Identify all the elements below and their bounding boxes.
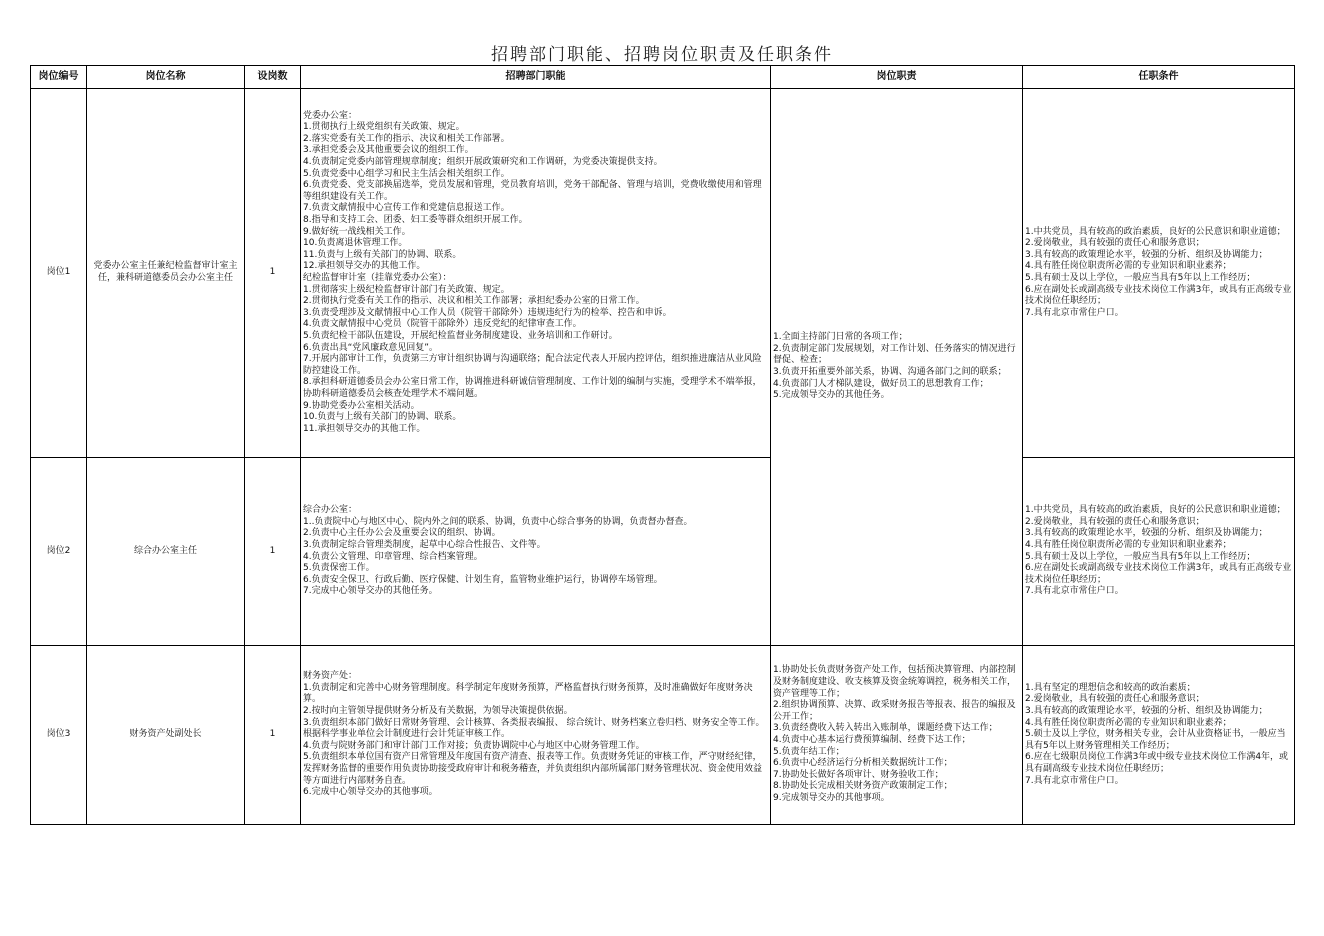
header-duties: 岗位职责: [771, 66, 1023, 89]
cell-duties: 1.协助处长负责财务资产处工作，包括预决算管理、内部控制及财务制度建设、收支核算及资金统筹调控，税务相关工作，资产管理等工作； 2.组织协调预算、决算、政采财务报告等报表、报告的编报及公开工作； 3.负责经费收入转入转出入账制单，课题经费下达工作； 4.负责中心基本运行费预算编制、经费下达工作； 5.负责年结工作； 6.负责中心经济运行分析相关数据统计工作； 7.协助处长做好各项审计、财务验收工作； 8.协助处长完成相关财务资产政策制定工作； 9.完成领导交办的其他事项。: [771, 646, 1023, 825]
cell-position-id: 岗位3: [31, 646, 87, 825]
cell-duties-shared: 1.全面主持部门日常的各项工作； 2.负责制定部门发展规划，对工作计划、任务落实的情况进行督促、检查； 3.负责开拓重要外部关系，协调、沟通各部门之间的联系； 4.负责部门人才梯队建设，做好员工的思想教育工作； 5.完成领导交办的其他任务。: [771, 89, 1023, 646]
cell-position-count: 1: [245, 646, 301, 825]
cell-dept-function: 党委办公室： 1.贯彻执行上级党组织有关政策、规定。 2.落实党委有关工作的指示、决议和相关工作部署。 3.承担党委会及其他重要会议的组织工作。 4.负责制定党委内部管理规章制度；组织开展政策研究和工作调研，为党委决策提供支持。 5.负责党委中心组学习和民主生活会相关组织工作。 6.负责党委、党支部换届选举，党员发展和管理，党员教育培训，党务干部配备、管理与培训，党费收缴使用和管理等组织建设有关工作。 7.负责文献情报中心宣传工作和党建信息报送工作。 8.指导和支持工会、团委、妇工委等群众组织开展工作。 9.做好统一战线相关工作。 10.负责离退休管理工作。 11.负责与上级有关部门的协调、联系。 12.承担领导交办的其他工作。 纪检监督审计室（挂靠党委办公室）： 1.贯彻落实上级纪检监督审计部门有关政策、规定。 2.贯彻执行党委有关工作的指示、决议和相关工作部署；承担纪委办公室的日常工作。 3.负责受理涉及文献情报中心工作人员（院管干部除外）违规违纪行为的检举、控告和申诉。 4.负责文献情报中心党员（院管干部除外）违反党纪的纪律审查工作。 5.负责纪检干部队伍建设，开展纪检监督业务制度建设、业务培训和工作研讨。 6.负责出具“党风廉政意见回复”。 7.开展内部审计工作，负责第三方审计组织协调与沟通联络；配合法定代表人开展内控评估，组织推进廉洁从业风险防控建设工作。 8.承担科研道德委员会办公室日常工作，协调推进科研诚信管理制度、工作计划的编制与实施，受理学术不端举报，协助科研道德委员会核查处理学术不端问题。 9.协助党委办公室相关活动。 10.负责与上级有关部门的协调、联系。 11.承担领导交办的其他工作。: [301, 89, 771, 458]
page-title: 招聘部门职能、招聘岗位职责及任职条件: [491, 45, 833, 65]
cell-dept-function: 财务资产处： 1.负责制定和完善中心财务管理制度。科学制定年度财务预算，严格监督执行财务预算，及时准确做好年度财务决算。 2.按时向主管领导提供财务分析及有关数据，为领导决策提供依据。 3.负责组织本部门做好日常财务管理、会计核算、各类报表编报、 综合统计、财务档案立卷归档、财务安全等工作。根据科学事业单位会计制度进行会计凭证审核工作。 4.负责与院财务部门和审计部门工作对接；负责协调院中心与地区中心财务管理工作。 5.负责组织本单位国有资产日常管理及年度国有资产清查、报表等工作。负责财务凭证的审核工作，严守财经纪律，发挥财务监督的重要作用负责协助接受政府审计和税务稽查，并负责组织内部所属部门财务管理状况、资金使用效益等方面进行内部财务自查。 6.完成中心领导交办的其他事项。: [301, 646, 771, 825]
header-dept-function: 招聘部门职能: [301, 66, 771, 89]
cell-position-name: 党委办公室主任兼纪检监督审计室主任，兼科研道德委员会办公室主任: [87, 89, 245, 458]
cell-dept-function: 综合办公室： 1..负责院中心与地区中心、院内外之间的联系、协调，负责中心综合事务的协调，负责督办督查。 2.负责中心主任办公会及重要会议的组织、协调。 3.负责制定综合管理类制度，起草中心综合性报告、文件等。 4.负责公文管理、印章管理、综合档案管理。 5.负责保密工作。 6.负责安全保卫、行政后勤、医疗保健、计划生育，监管物业维护运行，协调停车场管理。 7.完成中心领导交办的其他任务。: [301, 458, 771, 646]
header-position-count: 设岗数: [245, 66, 301, 89]
table-row: [31, 89, 1295, 458]
header-position-name: 岗位名称: [87, 66, 245, 89]
cell-requirements: 1.具有坚定的理想信念和较高的政治素质； 2.爱岗敬业，具有较强的责任心和服务意识； 3.具有较高的政策理论水平，较强的分析、组织及协调能力； 4.具有胜任岗位职责所必需的专业知识和职业素养； 5.硕士及以上学位，财务相关专业，会计从业资格证书，一般应当具有5年以上财务管理相关工作经历； 6.应在七级职员岗位工作满3年或中级专业技术岗位工作满4年，或具有副高级专业技术岗位任职经历； 7.具有北京市常住户口。: [1023, 646, 1295, 825]
table-row: [31, 458, 1295, 646]
cell-position-name: 财务资产处副处长: [87, 646, 245, 825]
table-row: [31, 646, 1295, 825]
cell-position-id: 岗位1: [31, 89, 87, 458]
table-header-row: [31, 66, 1295, 89]
cell-requirements: 1.中共党员，具有较高的政治素质，良好的公民意识和职业道德； 2.爱岗敬业，具有较强的责任心和服务意识； 3.具有较高的政策理论水平，较强的分析、组织及协调能力； 4.具有胜任岗位职责所必需的专业知识和职业素养； 5.具有硕士及以上学位，一般应当具有5年以上工作经历； 6.应在副处长或副高级专业技术岗位工作满3年，或具有正高级专业技术岗位任职经历； 7.具有北京市常住户口。: [1023, 458, 1295, 646]
header-position-id: 岗位编号: [31, 66, 87, 89]
cell-position-count: 1: [245, 89, 301, 458]
cell-requirements: 1.中共党员，具有较高的政治素质，良好的公民意识和职业道德； 2.爱岗敬业，具有较强的责任心和服务意识； 3.具有较高的政策理论水平，较强的分析、组织及协调能力； 4.具有胜任岗位职责所必需的专业知识和职业素养； 5.具有硕士及以上学位，一般应当具有5年以上工作经历； 6.应在副处长或副高级专业技术岗位工作满3年，或具有正高级专业技术岗位任职经历； 7.具有北京市常住户口。: [1023, 89, 1295, 458]
cell-position-name: 综合办公室主任: [87, 458, 245, 646]
cell-position-count: 1: [245, 458, 301, 646]
header-requirements: 任职条件: [1023, 66, 1295, 89]
recruitment-table: [30, 65, 1295, 825]
cell-position-id: 岗位2: [31, 458, 87, 646]
